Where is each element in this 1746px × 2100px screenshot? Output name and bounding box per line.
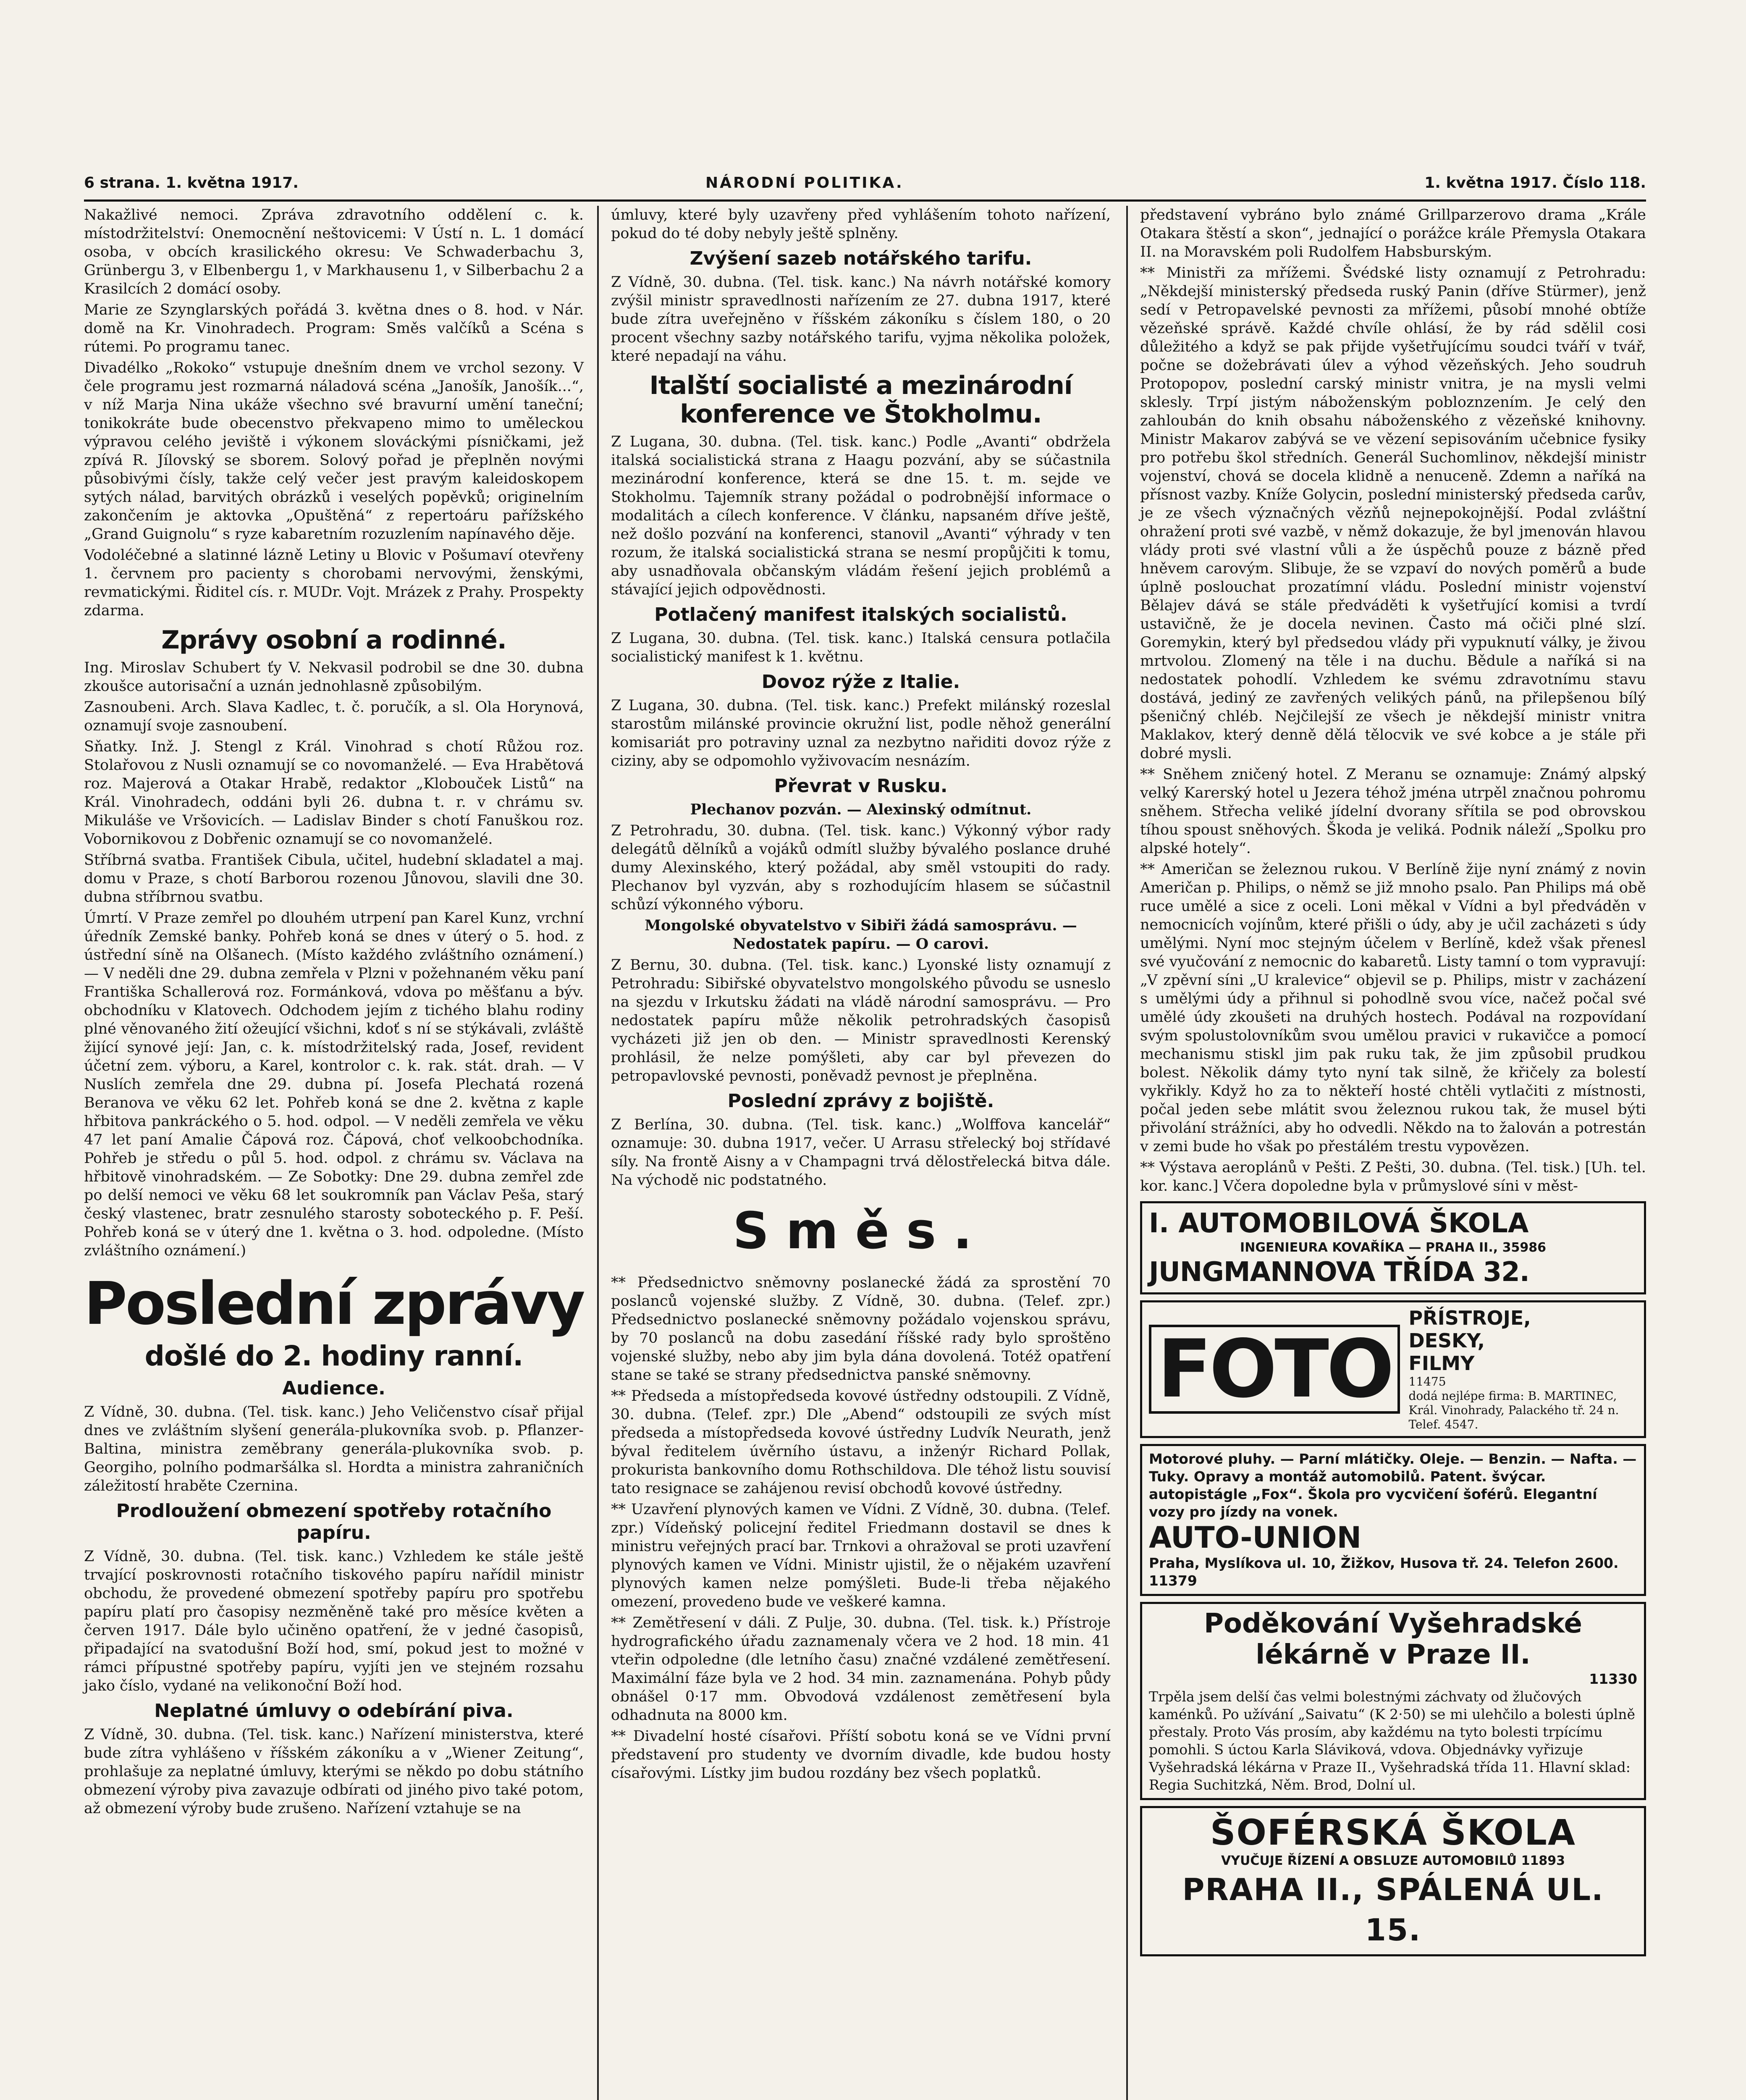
main-headline: Poslední zprávy [84,1270,584,1338]
article-subheading: Plechanov pozván. — Alexinský odmítnut. [690,801,1032,818]
article-text: Stříbrná svatba. František Cibula, učitel, hudební skladatel a maj. domu v Praze, s chotí Barborou rozenou Jůnovou, slavili dne 30. dubna stříbrnou svatbu. [84,852,584,906]
ad-subline: INGENIEURA KOVAŘÍKA — PRAHA II., 35986 [1240,1240,1546,1255]
newspaper-page [84,166,1646,2100]
article-subheading: Mongolské obyvatelstvo v Sibiři žádá samosprávu. — Nedostatek papíru. — O carovi. [645,917,1077,953]
article-text: ** Výstava aeroplánů v Pešti. Z Pešti, 30. dubna. (Tel. tisk.) [Uh. tel. kor. kanc.] Včera dopoledne byla v průmyslové síni v měst- [1140,1159,1646,1194]
article-text: představení vybráno bylo známé Grillparzerovo drama „Krále Otakara štěstí a skon“, jednající o porážce krále Přemysla Otakara II. na Moravském poli Rudolfem Habsburským. [1140,207,1646,260]
ad-item: PŘÍSTROJE, [1408,1307,1531,1329]
article-text: Divadélko „Rokoko“ vstupuje dnešním dnem ve vrchol sezony. V čele programu jest rozmarná náladová scéna „Janošík, Janošík...“, v níž Marja Nina ukáže všechno své bravurní umění taneční; tonikokráte bude obecenstvo překvapeno mimo to uměleckou výpravou celého jeviště i výkonem slováckými písničkami, jež zpívá R. Jílovský se sborem. Solový pořad je přeplněn novými působivými čísly, takže celý večer jest pravým kaleidoskopem sytých nálad, barvitých obrázků i veselých popěvků; originelním zakončením je aktovka „Opuštěná“ z repertoáru pařížského „Grand Guignolu“ s ryze kabaretním rozuzlením napínavého děje. [84,360,584,543]
ad-item: DESKY, [1408,1329,1485,1352]
article-text: Marie ze Szynglarských pořádá 3. května dnes o 8. hod. v Nár. domě na Kr. Vinohradech. Program: Směs valčíků a Scéna s rútemi. Po programu tanec. [84,302,584,355]
article-text: ** Sněhem zničený hotel. Z Meranu se oznamuje: Známý alpský velký Karerský hotel u Jezera téhož jména utrpěl značnou pohromu sněhem. Střecha veliké jídelní dvorany sřítila se pod obrovskou tíhou spoust sněhových. Škoda je veliká. Podnik náleží „Spolku pro alpské hotely“. [1140,766,1646,857]
article-text: Z Lugana, 30. dubna. (Tel. tisk. kanc.) Podle „Avanti“ obdržela italská socialistická strana z Haagu pozvání, aby se súčastnila mezinárodní konference, která se dne 15. t. m. sejde ve Stokholmu. Tajemník strany požádal o podrobnější informace o modalitách a cílech konference. V článku, napsaném dříve ještě, než došlo pozvání na konferenci, stanovil „Avanti“ výhrady v ten rozum, že italská socialistická strana se nesmí propůjčiti k tomu, aby usnadňovala občanským vládám řešení jejich problémů a stávající jejich odpovědnosti. [611,433,1111,598]
article-text: Z Vídně, 30. dubna. (Tel. tisk. kanc.) Nařízení ministerstva, které bude zítra vyhlášeno v říšském zákoníku a v „Wiener Zeitung“, prohlašuje za neplatné úmluvy, kterými se někdo po dobu státního obmezení výroby piva zavazuje odbírati od jiného pivo také potom, až obmezení výroby bude zrušeno. Nařízení vztahuje se na [84,1726,584,1817]
ad-number: 11330 [1589,1671,1637,1687]
article-text: Z Vídně, 30. dubna. (Tel. tisk. kanc.) Jeho Veličenstvo císař přijal dnes ve zvláštním slyšení generála-plukovníka svob. p. Pflanzer-Baltina, ministra zeměbrany generála-plukovníka svob. p. Georgiho, polního podmaršálka sl. Hordta a ministra zahraničních záležitostí hraběte Czernina. [84,1404,584,1494]
article-text: Úmrtí. V Praze zemřel po dlouhém utrpení pan Karel Kunz, vrchní úředník Zemské banky. Pohřeb koná se dnes v úterý o 5. hod. z ústřední síně na Olšanech. (Místo každého zvláštního oznámení.) — V neděli dne 29. dubna zemřela v Plzni v požehnaném věku paní Františka Schallerová roz. Formánková, vdova po měšťanu a býv. obchodníku v Klatovech. Odchodem jejím z tichého blahu rodiny plné věnovaného žití ožeující všichni, kdoť s ní se stýkávali, zvláště žijící synové její: Jan, c. k. místodržitelský rada, Josef, revident účetní zem. výboru, a Karel, kontrolor c. k. rak. stát. drah. — V Nuslích zemřela dne 29. dubna pí. Josefa Plechatá rozená Beranova ve věku 62 let. Pohřeb koná se dne 2. května z kaple hřbitova pankráckého o 5. hod. odpol. — V neděli zemřela ve věku 47 let paní Amalie Čápová roz. Čápová, choť velkoobchodníka. Pohřeb je středu o půl 5. hod. odpol. z chrámu sv. Václava na hřbitově vinohradském. — Ze Sobotky: Dne 29. dubna zemřel zde po delší nemoci ve věku 68 let soukromník pan Václav Peša, starý český vlastenec, bratr zesnulého starosty soboteckého p. F. Peší. Pohřeb koná se v úterý dne 1. května o 3. hod. odpoledne. (Místo zvláštního oznámení.) [84,910,584,1259]
main-subheadline: došlé do 2. hodiny ranní. [144,1340,523,1372]
ad-foto-logo: FOTO [1149,1325,1400,1414]
column-3 [1140,206,1646,1962]
ad-address: Praha, Myslíkova ul. 10, Žižkov, Husova tř. 24. Telefon 2600. 11379 [1149,1555,1619,1589]
article-text: Vodoléčebné a slatinné lázně Letiny u Blovic v Pošumaví otevřeny 1. červnem pro pacienty s chorobami nervovými, ženskými, revmatickými. Řiditel cís. r. MUDr. Vojt. Mrázek z Prahy. Prospekty zdarma. [84,547,584,619]
article-text: Z Vídně, 30. dubna. (Tel. tisk. kanc.) Na návrh notářské komory zvýšil ministr spravedlnosti nařízením ze 27. dubna 1917, které bude zítra uveřejněno v říšském zákoníku s číslem 180, o 20 procent všechny sazby notářského tarifu, vyjma několika položek, které nepadají na váhu. [611,274,1111,365]
newspaper-title: NÁRODNÍ POLITIKA. [705,174,904,192]
article-heading: Audience. [282,1378,385,1399]
article-heading: Potlačený manifest italských socialistů. [654,604,1067,625]
article-text: Z Lugana, 30. dubna. (Tel. tisk. kanc.) Prefekt milánský rozeslal starostům milánské provincie okružní list, podle něhož generální komisariát pro potraviny uznal za nezbytno nařiditi dovoz rýže z ciziny, aby se odpomohlo vyživovacím nesnázím. [611,697,1111,769]
advertisement-auto-union [1140,1444,1646,1596]
ad-headline: ŠOFÉRSKÁ ŠKOLA [1210,1812,1576,1853]
article-text: Ing. Miroslav Schubert ťy V. Nekvasil podrobil se dne 30. dubna zkoušce autorisační a uznán jednohlasně způsobilým. [84,659,584,695]
ad-number: 11475 [1408,1375,1446,1389]
column-2 [611,206,1111,1785]
article-text: Z Bernu, 30. dubna. (Tel. tisk. kanc.) Lyonské listy oznamují z Petrohradu: Sibiřské obyvatelstvo mongolského původu se usneslo na sjezdu v Irkutsku žádati na vládě národní samosprávu. — Pro nedostatek papíru může několik petrohradských časopisů vycházeti již jen ob den. — Ministr spravedlnosti Kerenský prohlásil, že nelze pomýšleti, aby car byl převezen do petropavlovské pevnosti, poněvadž pevnost je přeplněna. [611,957,1111,1084]
column-1 [84,206,584,1820]
ad-photo-details [1408,1307,1637,1432]
article-text: ** Předseda a místopředseda kovové ústředny odstoupili. Z Vídně, 30. dubna. (Telef. zpr.) Dle „Abend“ odstoupili ze svých míst předseda a místopředseda kovové ústředny Ludvík Neurath, jenž býval ředitelem úvěrního ústavu, a inženýr Richard Pollak, prokurista bankovního domu Rothschildova. Dle téhož listu souvisí tato resignace se zahájenou revisí obchodů kovové ústředny. [611,1388,1111,1497]
ad-headline: Poděkování Vyšehradské lékárně v Praze II. [1204,1608,1582,1670]
ad-brand: AUTO-UNION [1149,1520,1362,1555]
ad-firm: dodá nejlépe firma: B. MARTINEC, Král. Vinohrady, Palackého tř. 24 n. Telef. 4547. [1408,1389,1619,1431]
article-text: ** Ministři za mřížemi. Švédské listy oznamují z Petrohradu: „Někdejší ministerský předseda ruský Panin (dříve Stürmer), jenž sedí v Petropavelské pevnosti za mřížemi, působí mnohé obtíže vězeňské správě. Každé chvíle ohlásí, že by rád sdělil cosi důležitého a když se pak přijde vyšetřujícímu soudci tváří v tvář, počne se dožebrávati úlev a výhod vězeňských. Jeho soudruh Protopopov, poslední carský ministr vnitra, je na mysli velmi sklesly. Trpí jistým náboženským pobloznzením. Je celý den zahloubán do knih obsahu náboženského z vězeňské knihovny. Ministr Makarov zabývá se ve vězení sepisováním učebnice fysiky pro potřebu škol středních. Generál Suchomlinov, někdejší ministr vojenství, chová se docela klidně a nenuceně. Zdemn a naříká na přísnost vazby. Kníže Golycin, poslední ministerský předseda carův, je ze všech význačných vězňů nejnepokojnější. Podal zvláštní ohražení proti své vazbě, v němž dokazuje, že byl jmenován hlavou vlády proti své vlastní vůli a že úspěchů pouze z bázně před hněvem carovým. Slibuje, že se vzpaví do nových poměrů a bude úplně poslouchat prozatímní vládu. Poslední ministr vojenství Bělajev dává se stále předváděti k vyšetřující komisi a tvrdí ustavičně, že je docela nevinen. Často má očiči plné slzí. Goremykin, který byl předsedou vlády při vypuknutí války, je živou mrtvolou. Zlomený na těle i na duchu. Bědule a naříká si na nedostatek pohodlí. Vzhledem ke svému zdravotnímu stavu dostává, jediný ze zavřených velikých pánů, na přilepšenou bílý pšeničný chléb. Nejčilejší ze všech je někdejší ministr vnitra Maklakov, který denně dělá tělocvik ve své kobce a je stále při dobré mysli. [1140,265,1646,762]
ad-headline: I. AUTOMOBILOVÁ ŠKOLA [1149,1208,1529,1239]
ad-text: Trpěla jsem delší čas velmi bolestnými záchvaty od žlučových kaménků. Po užívání „Saivatu“ (K 2·50) se mi ulehčilo a bolesti úplně přestaly. Proto Vás prosím, aby každému na tyto bolesti trpícímu pomohli. S úctou Karla Sláviková, vdova. Objednávky vyřizuje Vyšehradská lékárna v Praze II., Vyšehradská třída 11. Hlavní sklad: Regia Suchitzká, Něm. Brod, Dolní ul. [1149,1688,1636,1793]
page-date-left: 6 strana. 1. května 1917. [84,174,299,192]
article-text: ** Zemětřesení v dáli. Z Pulje, 30. dubna. (Tel. tisk. k.) Přístroje hydrografického úřadu zaznamenaly včera ve 2 hod. 18 min. 41 vteřin odpoledne (dle letního času) značné vzdálené zemětřesení. Maximální fáze byla ve 2 hod. 34 min. zaznamenána. Pohyb půdy obnášel 0·17 mm. Obvodová vzdálenost zemětřesení byla odhadnuta na 8000 km. [611,1614,1111,1724]
masthead [84,166,1646,202]
advertisement-driving-school [1140,1201,1646,1294]
column-divider [597,206,599,2100]
article-text: ** Američan se železnou rukou. V Berlíně žije nyní známý z novin Američan p. Philips, o němž se již mnoho psalo. Pan Philips má obě ruce umělé a sice z oceli. Loni měkal v Vídni a byl předváděn v nemocnicích vojínům, které přišli o údy, aby je učil zacházeti s údy umělými. Nyní moc stejným účelem v Berlíně, kdež však přenesl své vyučování z nemocnic do kabaretů. Listy tamní o tom vypravují: „V zpěvní síni „U kralevice“ objevil se p. Philips, mistr v zacházení s umělými údy a přihnul si pohodlně svou více, načež počal své umělé údy zkoušeti na druhých hostech. Podával na rozpovídaní svým spolustolovníkům svou umělou pravici v rukavičce a pomocí mechanismu stiskl jim pak ruku tak, že jim způsobil prudkou bolest. Několik dámy tyto nyní tak silně, že křičely za bolestí vykřikly. Když ho za to někteří hosté chtěli vytlačiti z místnosti, počal jeden sebe mlátit svou železnou rukou tak, že musel býti přivolání strážníci, aby ho odvedli. Někdo na to žalován a potrestán v zemi bude ho však po přestálém trestu vypovězen. [1140,861,1646,1155]
column-divider [1126,206,1128,2100]
article-heading: Zvýšení sazeb notářského tarifu. [689,248,1032,269]
article-heading: Poslední zprávy z bojiště. [727,1090,994,1112]
article-text: Zasnoubeni. Arch. Slava Kadlec, t. č. poručík, a sl. Ola Horynová, oznamují svoje zasnoubení. [84,699,584,734]
article-heading: Neplatné úmluvy o odebírání piva. [154,1700,514,1722]
page-date-right: 1. května 1917. Číslo 118. [1424,174,1646,192]
article-heading: Převrat v Rusku. [774,775,948,797]
section-heading: Směs. [733,1202,989,1260]
article-text: ** Divadelní hosté císařovi. Příští sobotu koná se ve Vídni první představení pro studenty ve dvorním divadle, kde budou hosty císařovými. Lístky jim budou rozdány bez všech poplatků. [611,1728,1111,1782]
article-text: Z Petrohradu, 30. dubna. (Tel. tisk. kanc.) Výkonný výbor rady delegátů dělníků a vojáků odmítl služby bývalého poslance druhé dumy Alexinského, který požádal, aby směl vstoupiti do rady. Plechanov byl vyzván, aby s rozhodujícím hlasem se súčastnil schůzí výkonného výboru. [611,822,1111,913]
article-text: ** Předsednictvo sněmovny poslanecké žádá za sprostění 70 poslanců vojenské služby. Z Vídně, 30. dubna. (Telef. zpr.) Předsednictvo poslanecké sněmovny požádalo vojenskou správu, by 70 poslanců na dobu zasedání říšské rady bylo sproštěno vojenské služby, nebo aby jim byla dána dovolená. Totéž opatření stane se také se strany předsednictva panské sněmovny. [611,1274,1111,1383]
ad-text: Motorové pluhy. — Parní mlátičky. Oleje. — Benzin. — Nafta. — Tuky. Opravy a montáž automobilů. Patent. švýcar. autopistágle „Fox“. Škola pro vycvičení šoférů. Elegantní vozy pro jízdy na vonek. [1149,1451,1637,1520]
ad-address: PRAHA II., SPÁLENÁ UL. 15. [1182,1872,1604,1948]
article-text: Z Vídně, 30. dubna. (Tel. tisk. kanc.) Vzhledem ke stále ještě trvající poskrovnosti rotačního tiskového papíru nařídil ministr obchodu, že provedené obmezení spotřeby papíru pro spotřebu papíru platí pro časopisy nezměněně také pro měsíce květen a červen 1917. Dále bylo učiněno opatření, že v jedné časopisů, připadající na svatodušní Boží hod, smí, pokud jest to možné v rámci přípustné spotřeby papíru, vyjíti jen ve stejném rozsahu jako číslo, vydané na velikonoční Boží hod. [84,1548,584,1694]
section-heading: Italští socialisté a mezinárodní konference ve Štokholmu. [649,371,1072,429]
advertisement-photo [1140,1300,1646,1438]
article-text: Z Lugana, 30. dubna. (Tel. tisk. kanc.) Italská censura potlačila socialistický manifest k 1. květnu. [611,630,1111,665]
section-heading: Zprávy osobní a rodinné. [161,625,506,655]
ad-item: FILMY [1408,1352,1475,1375]
article-heading: Prodloužení obmezení spotřeby rotačního papíru. [116,1500,552,1544]
article-text: Nakažlivé nemoci. Zpráva zdravotního oddělení c. k. místodržitelství: Onemocnění neštovicemi: V Ústí n. L. 1 domácí osoba, v obcích krasilického okresu: Ve Schwaderbachu 3, Grünbergu 3, v Elbenbergu 1, v Markhausenu 1, v Silberbachu 2 a Krasilcích 2 domácí osoby. [84,207,584,297]
article-heading: Dovoz rýže z Italie. [761,671,960,693]
advertisement-chauffeur-school [1140,1806,1646,1956]
article-text: úmluvy, které byly uzavřeny před vyhlášením tohoto nařízení, pokud do té doby nebyly ještě splněny. [611,207,1111,242]
article-text: Sňatky. Inž. J. Stengl z Král. Vinohrad s chotí Růžou roz. Stolařovou z Nusli oznamují se co novomanželé. — Eva Hrabětová roz. Majerová a Otakar Hrabě, redaktor „Klobouček Listů“ na Král. Vinohradech, oddáni byli 26. dubna t. r. v chrámu sv. Mikuláše ve Vršovicích. — Ladislav Binder s chotí Fanuškou roz. Vobornikovou z Dobřenic oznamují se co novomanželé. [84,738,584,848]
article-text: ** Uzavření plynových kamen ve Vídni. Z Vídně, 30. dubna. (Telef. zpr.) Vídeňský policejní ředitel Friedmann dostavil se dnes k ministru veřejných prací bar. Trnkovi a ohražoval se proti uzavření plynových kamen ve Vídni. Ministr ujistil, že o nějakém uzavření plynových kamen nelze pomýšleti. Bude-li třeba nějakého omezení, provedeno bude ve veškeré kamna. [611,1501,1111,1610]
ad-subline: VYUČUJE ŘÍZENÍ A OBSLUZE AUTOMOBILŮ 11893 [1221,1853,1565,1868]
ad-address: JUNGMANNOVA TŘÍDA 32. [1149,1257,1529,1288]
article-text: Z Berlína, 30. dubna. (Tel. tisk. kanc.) „Wolffova kancelář“ oznamuje: 30. dubna 1917, večer. U Arrasu střelecký boj střídavé síly. Na frontě Aisny a v Champagni trvá dělostřelecká bitva dále. Na východě nic podstatného. [611,1116,1111,1189]
advertisement-pharmacy [1140,1602,1646,1800]
